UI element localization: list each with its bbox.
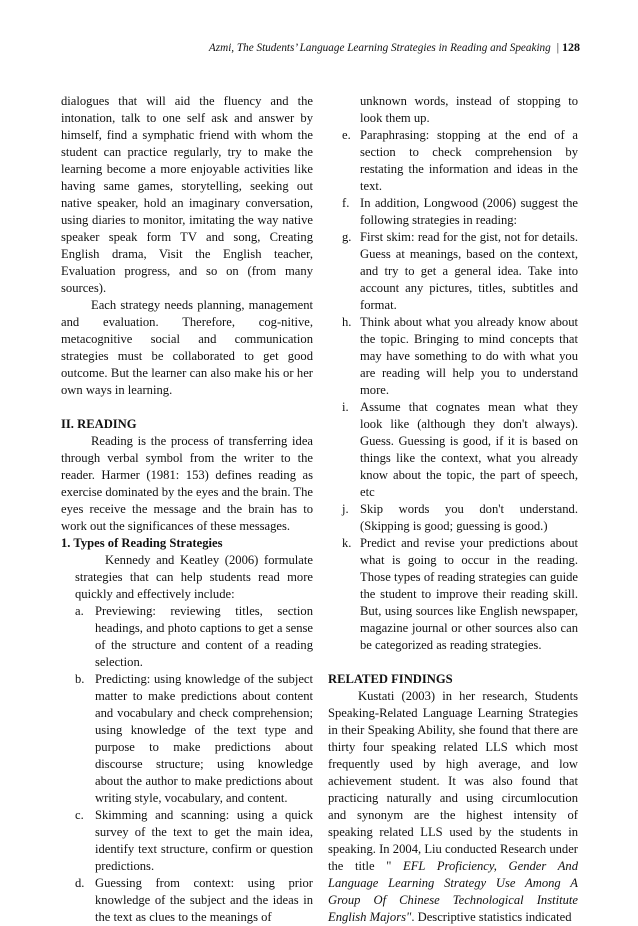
list-item-text: Guessing from context: using prior knowledge of the subject and the ideas in the text as clues to the meanings of <box>95 876 313 924</box>
header-separator: | <box>556 42 559 54</box>
list-item <box>61 875 313 926</box>
list-item-text: Skip words you don't understand. (Skipping is good; guessing is good.) <box>360 502 578 533</box>
running-header <box>60 40 580 55</box>
list-item <box>328 195 578 229</box>
paragraph-reading-definition: Reading is the process of transferring idea through verbal symbol from the writer to the reader. Harmer (1981: 153) defines reading as exercise dominated by the eyes and the brain. The eyes receive the message and the brain has to work out the significances of these messages. <box>61 434 313 533</box>
list-item-text: Think about what you already know about the topic. Bringing to mind concepts that may have something to do with what you are reading will help you to understand more. <box>360 315 578 397</box>
list-item-label: b. <box>75 672 85 686</box>
list-item <box>61 603 313 671</box>
list-item-text: In addition, Longwood (2006) suggest the following strategies in reading: <box>360 196 578 227</box>
list-item <box>328 399 578 501</box>
list-item-label: g. <box>342 230 352 244</box>
list-item <box>328 127 578 195</box>
list-item-text: Assume that cognates mean what they look like (although they don't always). Guess. Guessing is good, if it is based on things like the context, what you already know about the topic, the part of speech, etc <box>360 400 578 499</box>
list-item <box>328 501 578 535</box>
list-item <box>328 229 578 314</box>
list-item-text: Predict and revise your predictions about what is going to occur in the reading. Those types of reading strategies can guide the student to improve their reading skill. But, using sources like English newspaper, magazine journal or other sources also can be categorized as reading strategies. <box>360 536 578 652</box>
related-findings-study-title: EFL Proficiency, Gender And Language Learning Strategy Use Among A Group Of Chinese Technological Institute English Majors" <box>328 859 578 924</box>
list-item-label: i. <box>342 400 349 414</box>
strategy-list-right <box>328 127 578 654</box>
related-findings-text-end: . Descriptive statistics indicated <box>411 910 572 924</box>
list-item-text: Predicting: using knowledge of the subject matter to make predictions about content and vocabulary and check comprehension; using knowledge of the text type and purpose to make predictions about discourse structure; using knowledge about the author to make predictions about writing style, vocabulary, and content. <box>95 672 313 805</box>
list-item <box>328 535 578 654</box>
list-item-label: d. <box>75 876 85 890</box>
list-item <box>328 314 578 399</box>
list-item-text: Previewing: reviewing titles, section headings, and photo captions to get a sense of the structure and content of a reading selection. <box>95 604 313 669</box>
list-item <box>61 671 313 807</box>
paragraph-strategies-list: dialogues that will aid the fluency and the intonation, talk to one self ask and answer by himself, find a symphatic friend with whom the student can practice regularly, try to make the learning become a more enjoyable activities like having same games, storytelling, seeking out native speaker, hold an imaginary conversation, using diaries to monitor, imitating the way native speaker speak form TV and song, Creating English drama, Visit the English teacher, Evaluation progress, and so on (from many sources). <box>61 94 313 295</box>
list-item-label: k. <box>342 536 352 550</box>
list-item-label: e. <box>342 128 351 142</box>
list-item-label: a. <box>75 604 84 618</box>
section-heading-reading: II. READING <box>61 417 137 431</box>
section-heading-related-findings: RELATED FINDINGS <box>328 672 453 686</box>
list-item <box>61 807 313 875</box>
list-continuation: unknown words, instead of stopping to look them up. <box>360 94 578 125</box>
paragraph-planning: Each strategy needs planning, management and evaluation. Therefore, cog-nitive, metacognitive social and communication strategies must be collaborated to get good outcome. But the learner can also make his or her own ways in learning. <box>61 298 313 397</box>
right-column <box>328 93 578 926</box>
list-item-text: Skimming and scanning: using a quick survey of the text to get the main idea, identify text structure, confirm or question predictions. <box>95 808 313 873</box>
running-title: Azmi, The Students’ Language Learning Strategies in Reading and Speaking <box>208 42 551 54</box>
list-item-label: h. <box>342 315 352 329</box>
list-item-label: j. <box>342 502 349 516</box>
list-item-label: f. <box>342 196 350 210</box>
spacer <box>328 654 578 671</box>
page-number: 128 <box>562 40 580 54</box>
strategy-list-left <box>61 603 313 926</box>
related-findings-text: Kustati (2003) in her research, Students Speaking-Related Language Learning Strategies in their Speaking Ability, she found that there are thirty four speaking related LLS which most frequently used by high average, and low achievement student. It was also found that practicing naturally and using circumlocution and synonym are the highest intensity of speaking related LLS used by the students in speaking. In 2004, Liu conducted Research under the title " <box>328 689 578 873</box>
paragraph-strategies-intro: Kennedy and Keatley (2006) formulate strategies that can help students read more quickly and effectively include: <box>75 553 313 601</box>
paragraph-related-findings <box>328 688 578 926</box>
left-column <box>61 93 313 926</box>
list-item-text: Paraphrasing: stopping at the end of a section to check comprehension by restating the information and ideas in the text. <box>360 128 578 193</box>
spacer <box>61 399 313 416</box>
subheading-types-of-reading-strategies: 1. Types of Reading Strategies <box>61 536 223 550</box>
list-item-label: c. <box>75 808 84 822</box>
list-item-text: First skim: read for the gist, not for details. Guess at meanings, based on the context, and try to get a general idea. Take into account any pictures, titles, subtitles and format. <box>360 230 578 312</box>
